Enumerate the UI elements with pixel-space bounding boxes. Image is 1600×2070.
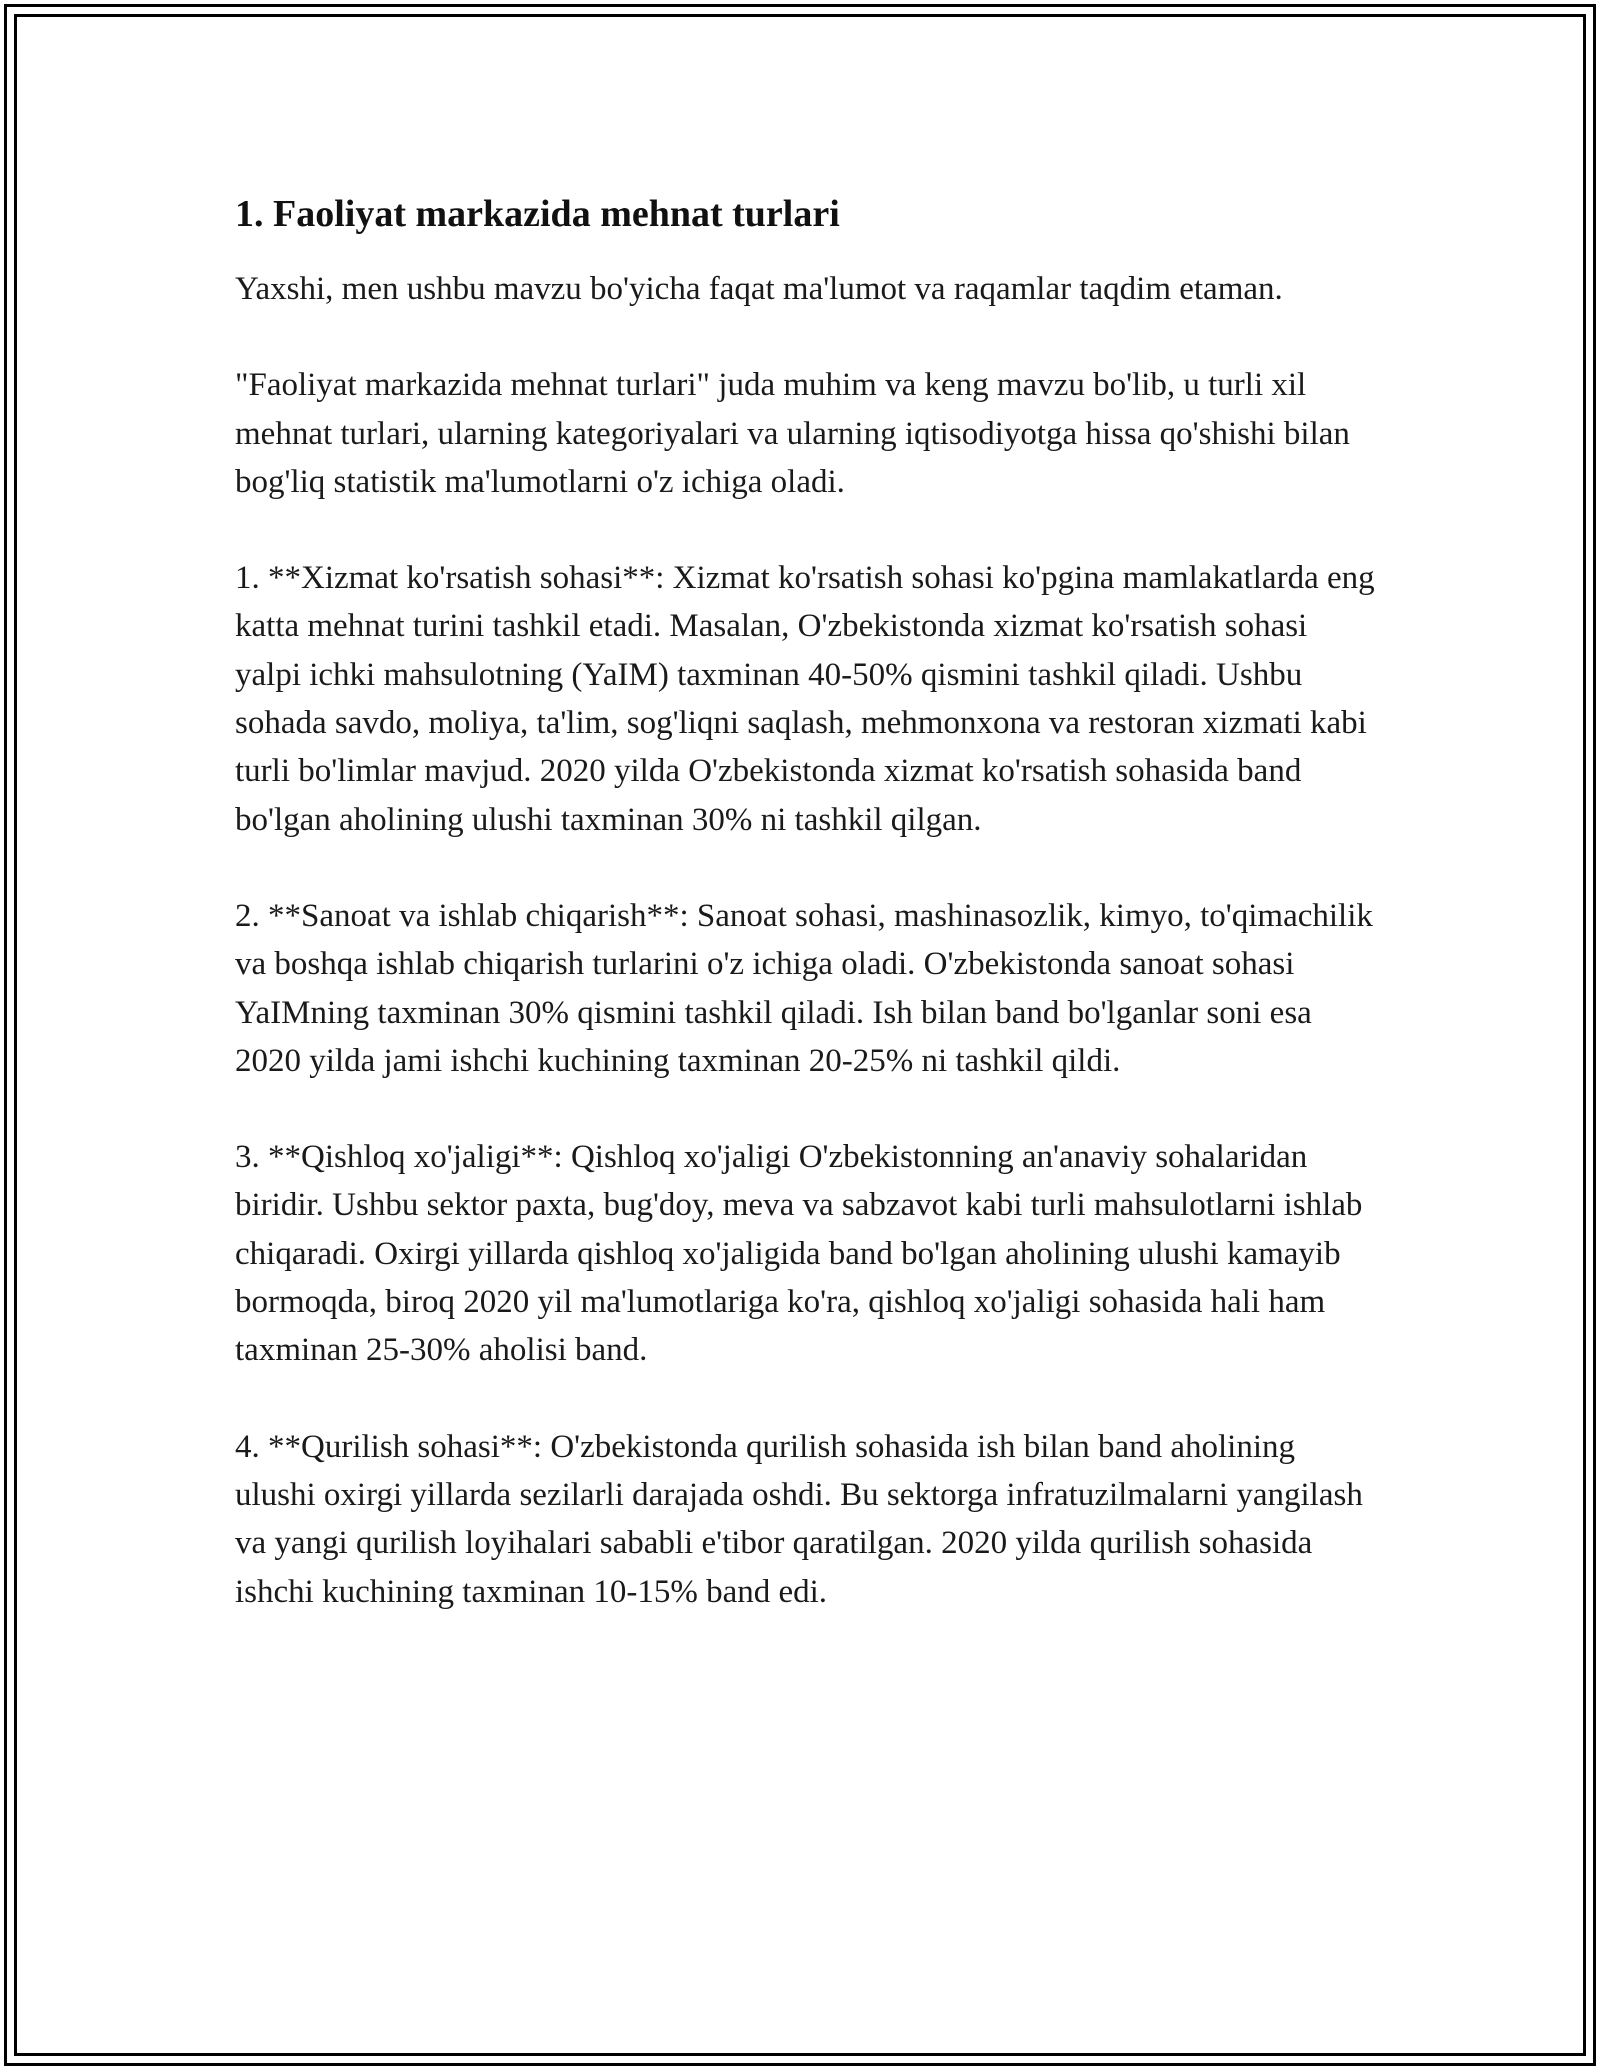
services-sector-paragraph: 1. **Xizmat ko'rsatish sohasi**: Xizmat ko'rsatish sohasi ko'pgina mamlakatlarda eng katta mehnat turini tashkil etadi. Masalan, O'zbekistonda xizmat ko'rsatish sohasi yalpi ichki mahsulotning (YaIM) taxminan 40-50% qismini tashkil qiladi. Ushbu sohada savdo, moliya, ta'lim, sog'liqni saqlash, mehmonxona va restoran xizmati kabi turli bo'limlar mavjud. 2020 yilda O'zbekistonda xizmat ko'rsatish sohasida band bo'lgan aholining ulushi taxminan 30% ni tashkil qilgan. bbox=[235, 560, 1375, 838]
agriculture-sector-paragraph: 3. **Qishloq xo'jaligi**: Qishloq xo'jaligi O'zbekistonning an'anaviy sohalaridan biridir. Ushbu sektor paxta, bug'doy, meva va sabzavot kabi turli mahsulotlarni ishlab chiqaradi. Oxirgi yillarda qishloq xo'jaligida band bo'lgan aholining ulushi kamayib bormoqda, biroq 2020 yil ma'lumotlariga ko'ra, qishloq xo'jaligi sohasida hali ham taxminan 25-30% aholisi band. bbox=[235, 1139, 1363, 1369]
construction-sector-paragraph: 4. **Qurilish sohasi**: O'zbekistonda qurilish sohasida ish bilan band aholining ulushi oxirgi yillarda sezilarli darajada oshdi. Bu sektorga infratuzilmalarni yangilash va yangi qurilish loyihalari sababli e'tibor qaratilgan. 2020 yilda qurilish sohasida ishchi kuchining taxminan 10-15% band edi. bbox=[235, 1428, 1363, 1610]
intro-paragraph: Yaxshi, men ushbu mavzu bo'yicha faqat ma'lumot va raqamlar taqdim etaman. bbox=[235, 271, 1283, 307]
document-body bbox=[235, 185, 1375, 1664]
industry-sector-paragraph: 2. **Sanoat va ishlab chiqarish**: Sanoat sohasi, mashinasozlik, kimyo, to'qimachilik va boshqa ishlab chiqarish turlarini o'z ichiga oladi. O'zbekistonda sanoat sohasi YaIMning taxminan 30% qismini tashkil qiladi. Ish bilan band bo'lganlar soni esa 2020 yilda jami ishchi kuchining taxminan 20-25% ni tashkil qildi. bbox=[235, 897, 1373, 1079]
topic-overview-paragraph: "Faoliyat markazida mehnat turlari" juda muhim va keng mavzu bo'lib, u turli xil mehnat turlari, ularning kategoriyalari va ularning iqtisodiyotga hissa qo'shishi bilan bog'liq statistik ma'lumotlarni o'z ichiga oladi. bbox=[235, 367, 1350, 500]
document-title: 1. Faoliyat markazida mehnat turlari bbox=[235, 193, 840, 235]
